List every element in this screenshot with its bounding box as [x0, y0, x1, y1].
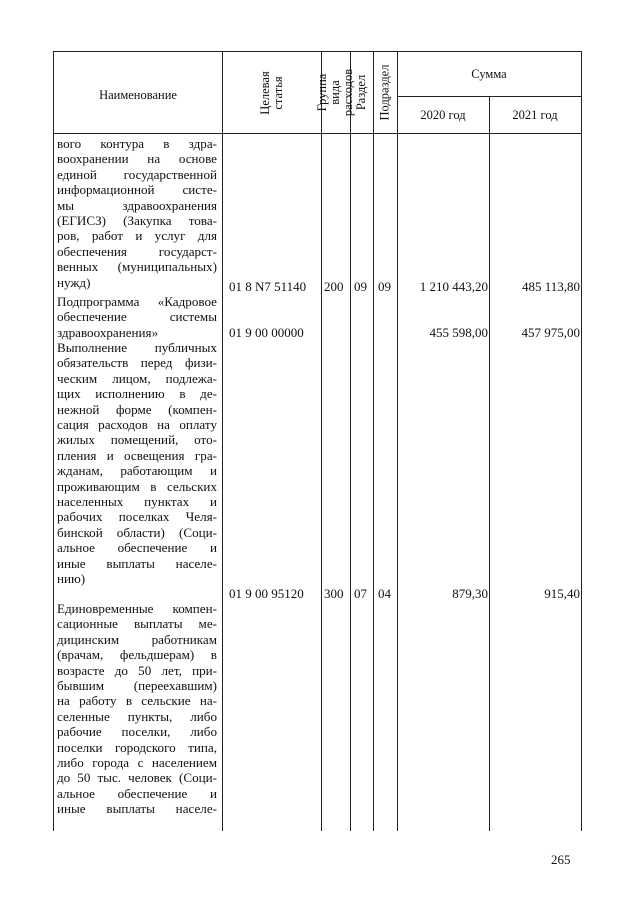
row-2-name: Подпрограмма «Кадровое обеспечение системы здравоохранения»: [57, 294, 217, 340]
row-2-sum-2021: 457 975,00: [521, 325, 580, 340]
row-3-group: 300: [324, 586, 344, 601]
col-border-subsection: [397, 51, 398, 831]
col-border-left: [53, 51, 54, 831]
col-border-2020: [489, 96, 490, 831]
header-target-article: Целевая статья: [257, 70, 285, 115]
row-1-subsection: 09: [378, 279, 391, 294]
row-3-subsection: 04: [378, 586, 391, 601]
row-1-section: 09: [354, 279, 367, 294]
header-subsection: Подраздел: [377, 64, 392, 121]
page-number: 265: [551, 852, 571, 867]
row-2-sum-2020: 455 598,00: [429, 325, 488, 340]
header-section: Раздел: [354, 74, 369, 111]
row-3-sum-2020: 879,30: [452, 586, 488, 601]
col-border-code: [321, 51, 322, 831]
row-3-name: Выполнение публичных обязательств перед физи- ческим лицом, подлежа- щих исполнению в де- нежной форме (компен- сация расходов на оплату жилых помещений, ото- пления и освещения гра- жданам, работающим и проживающим в сельских населенных пунктах и рабочих поселках Челя- бинской области) (Соци- альное обеспечение и иные выплаты населе- нию): [57, 340, 217, 587]
col-border-name: [222, 51, 223, 831]
header-year-2021: 2021 год: [512, 108, 558, 122]
header-sum: Сумма: [471, 67, 507, 81]
header-bottom-border: [53, 133, 581, 134]
row-1-sum-2021: 485 113,80: [521, 279, 580, 294]
col-border-right: [581, 51, 582, 831]
row-4-name: Единовременные компен- сационные выплаты ме- дицинским работникам (врачам, фельдшерам) в возрасте до 50 лет, при- бывшим (переехавшим) на работу в сельские на- селенные пункты, либо рабочие поселки, либо поселки городского типа, либо города с населением до 50 тыс. человек (Соци- альное обеспечение и иные выплаты населе-: [57, 601, 217, 817]
row-1-name: вого контура в здра- воохранении на основе единой государственной информационной систе- мы здравоохранения (ЕГИСЗ) (Закупка това- ров, работ и услуг для обеспечения государст- венных (муниципальных) нужд): [57, 136, 217, 290]
row-3-sum-2021: 915,40: [544, 586, 580, 601]
row-1-group: 200: [324, 279, 344, 294]
col-border-section: [373, 51, 374, 831]
header-expense-group: Группа вида расходов: [315, 68, 356, 117]
row-2-code: 01 9 00 00000: [229, 325, 304, 340]
header-year-2020: 2020 год: [420, 108, 466, 122]
row-3-code: 01 9 00 95120: [229, 586, 304, 601]
header-name: Наименование: [99, 88, 177, 102]
row-1-code: 01 8 N7 51140: [229, 279, 307, 294]
row-1-sum-2020: 1 210 443,20: [419, 279, 488, 294]
col-border-group: [350, 51, 351, 831]
row-3-section: 07: [354, 586, 367, 601]
